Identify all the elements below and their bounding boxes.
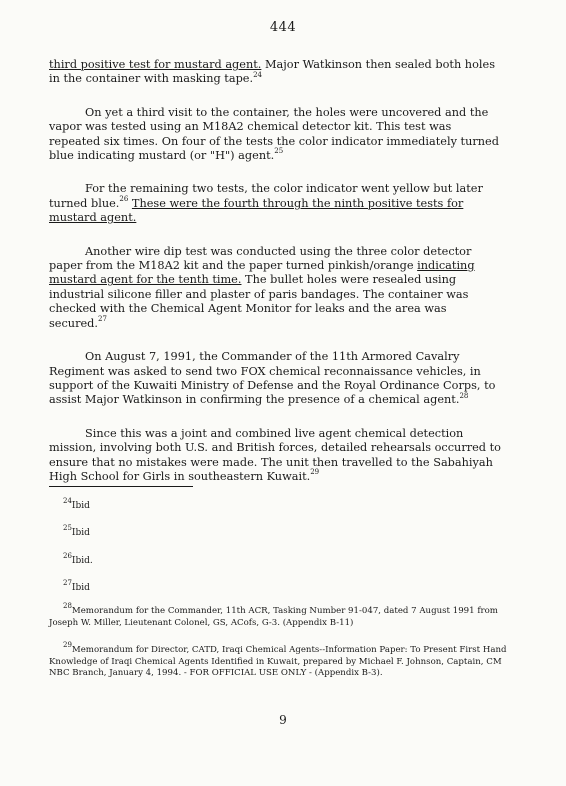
footnote-text: Ibid: [71, 583, 90, 593]
paragraph-6: [49, 427, 504, 485]
footnote-ref: 27: [98, 314, 107, 323]
footnote-27: [63, 579, 90, 594]
footnote-24: [63, 497, 90, 512]
footnote-text: Memorandum for the Commander, 11th ACR, Tasking Number 91-047, dated 7 August 1991 from Joseph W. Miller, Lieutenant Colonel, GS, ACofs, G-3. (Appendix B-11): [49, 606, 498, 628]
paragraph-text: On August 7, 1991, the Commander of the 11th Armored Cavalry Regiment was asked to send two FOX chemical reconnaissance vehicles, in support of the Kuwaiti Ministry of Defense and the Royal Ordinance Corps, to assist Major Watkinson in confirming the presence of a chemical agent.: [49, 350, 496, 407]
paragraph-text: For the remaining: [85, 182, 193, 196]
footnote-ref: 25: [274, 147, 284, 156]
page-number-bottom: 9: [279, 713, 287, 727]
footnote-28: [49, 602, 519, 629]
footnote-number: 29: [63, 641, 72, 650]
footnote-text: Ibid: [71, 501, 90, 511]
body-text: [49, 58, 504, 503]
footnote-number: 26: [63, 552, 72, 560]
page-number-top: 444: [269, 20, 297, 35]
paragraph-3: [49, 182, 504, 225]
footnote-ref: 26: [119, 195, 129, 204]
footnote-text: Ibid.: [71, 556, 93, 566]
paragraph-text: Since this was a joint and combined live agent chemical detection mission, involving both U.S. and British forces, detailed rehearsals occurred to ensure that no mistakes were made. The unit then travelled to the Sabahiyah High School for Girls in southeastern Kuwait.: [49, 426, 501, 483]
paragraph-text: The bullet holes were resealed using industrial silicone filler and plaster of paris bandages. The container was checked with the Chemical Agent Monitor for leaks and the area was secured.: [49, 273, 469, 330]
footnote-number: 27: [63, 579, 72, 587]
footnote-26: [63, 552, 93, 567]
footnote-text: Ibid: [71, 528, 90, 538]
underlined-text: indicating mustard agent for the tenth time.: [49, 259, 475, 287]
paragraph-2: [49, 106, 504, 164]
footnote-divider: [49, 486, 193, 487]
footnote-29: [49, 641, 519, 680]
footnote-number: 28: [63, 602, 72, 611]
footnote-number: 25: [63, 524, 72, 532]
paragraph-text: tests, the color indicator went yellow but later turned blue.: [49, 182, 483, 210]
footnote-number: 24: [63, 497, 72, 505]
paragraph-1: [49, 58, 504, 87]
footnote-ref: 28: [459, 391, 469, 400]
paragraph-text: Another wire dip test was conducted using the three color detector paper from the M18A2 kit and the paper turned pinkish/orange: [49, 244, 472, 273]
paragraph-text: two: [192, 182, 214, 196]
footnote-25: [63, 524, 90, 539]
paragraph-4: [49, 245, 504, 331]
footnote-ref: 24: [253, 70, 263, 79]
footnote-ref: 29: [310, 468, 320, 477]
underlined-text: third positive test for mustard agent.: [49, 58, 262, 71]
paragraph-5: [49, 350, 504, 408]
footnote-text: Memorandum for Director, CATD, Iraqi Chemical Agents--Information Paper: To Present First Hand Knowledge of Iraqi Chemical Agents Identified in Kuwait, prepared by Michael F. Johnson, Captain, CM NBC Branch, January 4, 1994. - FOR OFFICIAL USE ONLY - (Appendix B-3).: [49, 645, 507, 679]
underlined-text: These were the fourth through the ninth positive tests for mustard agent.: [49, 196, 464, 225]
paragraph-text: On yet a third visit to the container, the holes were uncovered and the vapor was tested using an M18A2 chemical detector kit. This test was repeated six times. On four of the tests the color indicator immediately turned blue indicating mustard (or "H") agent.: [49, 105, 499, 163]
paragraph-text: Major Watkinson then sealed both holes in the container with masking tape.: [49, 58, 495, 86]
